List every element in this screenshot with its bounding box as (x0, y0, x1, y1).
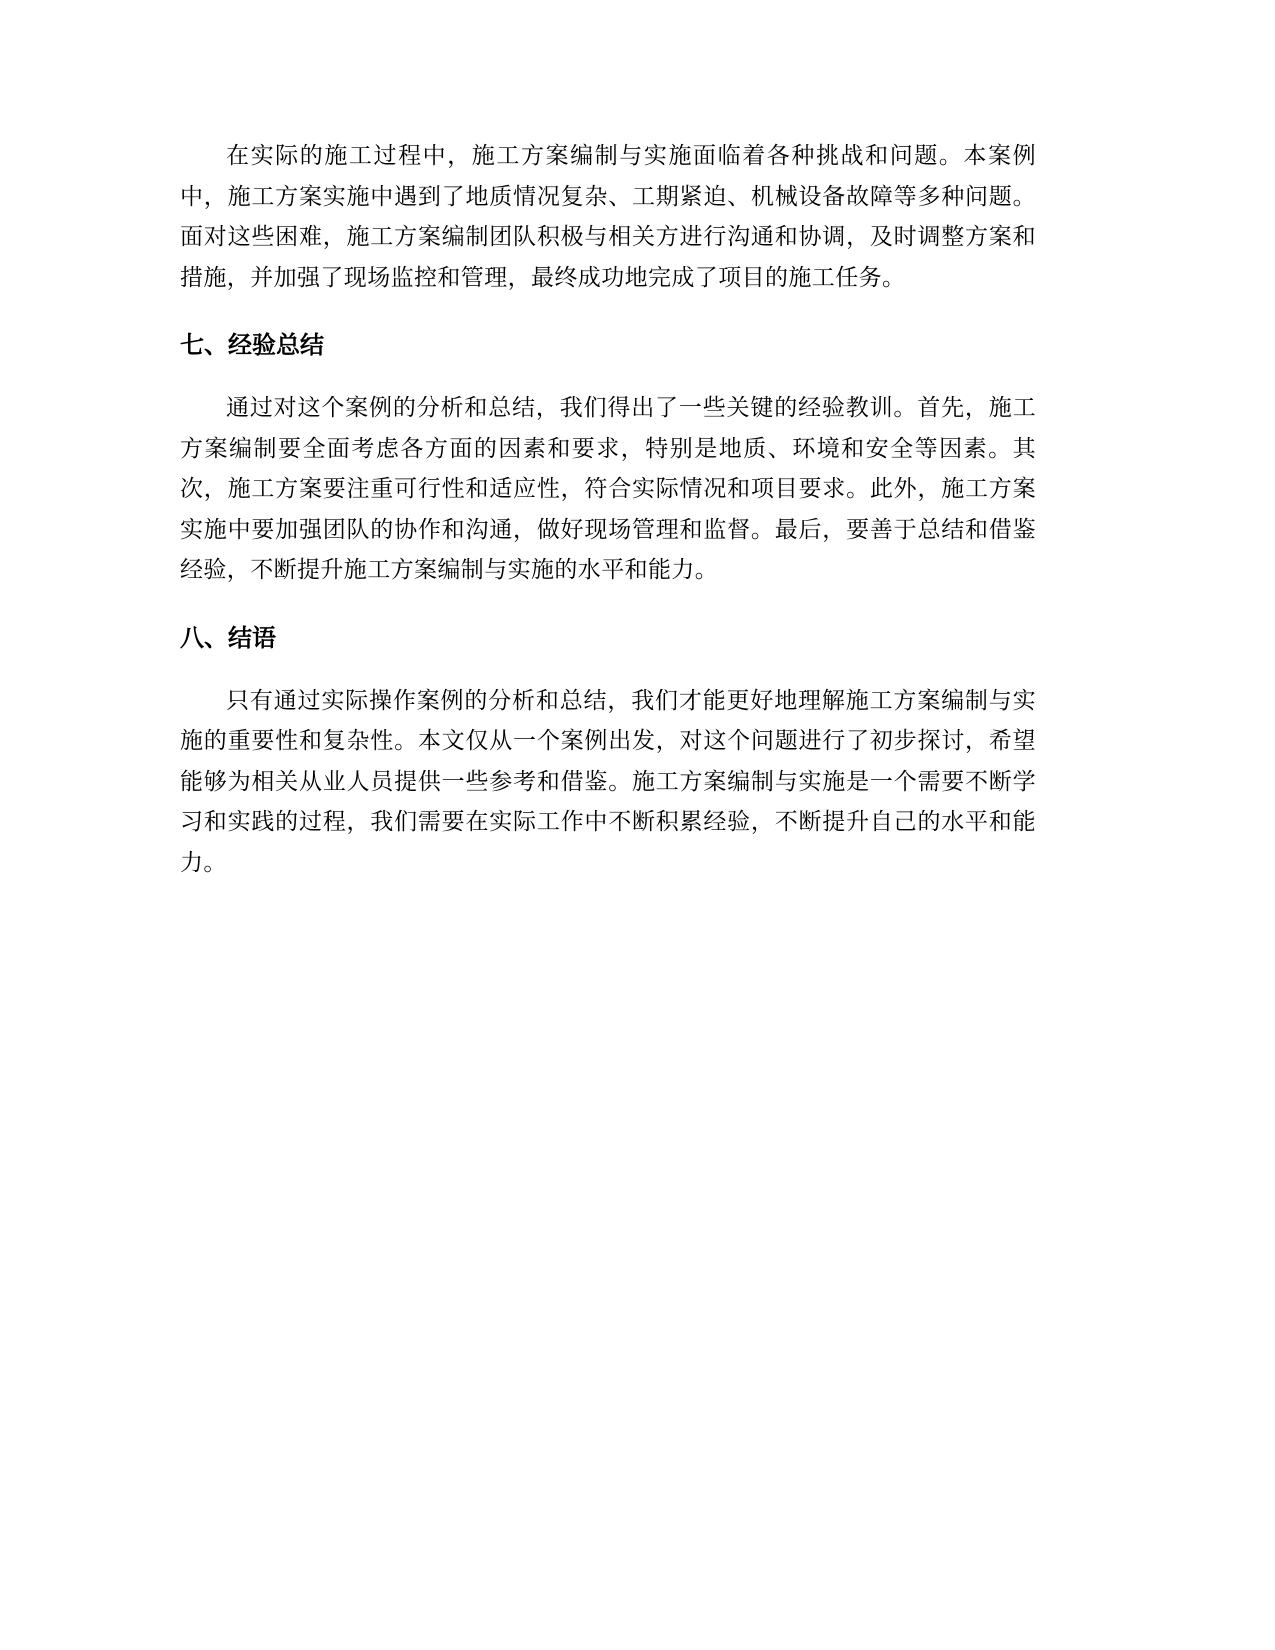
body-paragraph-challenges: 在实际的施工过程中，施工方案编制与实施面临着各种挑战和问题。本案例中，施工方案实施中遇到了地质情况复杂、工期紧迫、机械设备故障等多种问题。面对这些困难，施工方案编制团队积极与相关方进行沟通和协调，及时调整方案和措施，并加强了现场监控和管理，最终成功地完成了项目的施工任务。 (180, 143, 1036, 291)
document-page (180, 136, 1036, 883)
section-heading-conclusion: 八、结语 (180, 623, 276, 652)
body-paragraph-experience-summary: 通过对这个案例的分析和总结，我们得出了一些关键的经验教训。首先，施工方案编制要全面考虑各方面的因素和要求，特别是地质、环境和安全等因素。其次，施工方案要注重可行性和适应性，符合实际情况和项目要求。此外，施工方案实施中要加强团队的协作和沟通，做好现场管理和监督。最后，要善于总结和借鉴经验，不断提升施工方案编制与实施的水平和能力。 (180, 395, 1036, 583)
section-heading-experience-summary: 七、经验总结 (180, 331, 324, 359)
body-paragraph-conclusion: 只有通过实际操作案例的分析和总结，我们才能更好地理解施工方案编制与实施的重要性和复杂性。本文仅从一个案例出发，对这个问题进行了初步探讨，希望能够为相关从业人员提供一些参考和借鉴。施工方案编制与实施是一个需要不断学习和实践的过程，我们需要在实际工作中不断积累经验，不断提升自己的水平和能力。 (180, 687, 1036, 876)
